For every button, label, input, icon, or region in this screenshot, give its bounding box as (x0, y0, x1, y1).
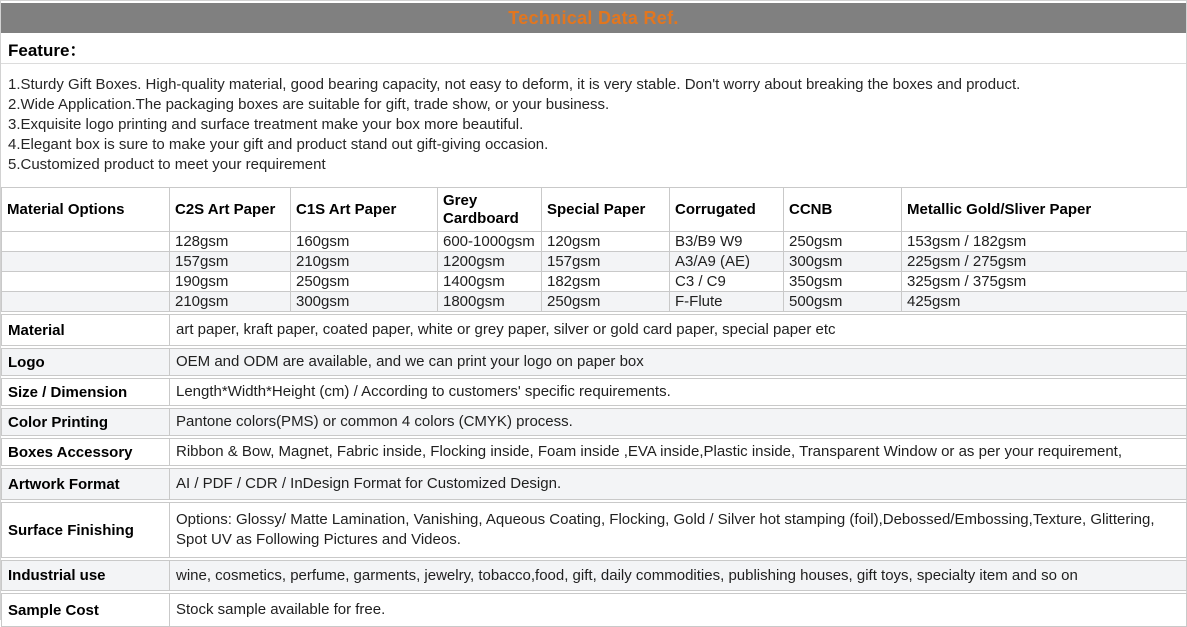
spec-label: Size / Dimension (2, 379, 170, 405)
spec-label: Material (2, 315, 170, 345)
materials-row (2, 272, 1187, 292)
spec-row-material (1, 314, 1187, 346)
materials-cell: 210gsm (170, 292, 291, 312)
spec-label: Sample Cost (2, 594, 170, 626)
materials-cell: 300gsm (291, 292, 438, 312)
spec-rows (1, 314, 1187, 627)
materials-cell: B3/B9 W9 (670, 232, 784, 252)
materials-cell: 153gsm / 182gsm (902, 232, 1187, 252)
materials-cell: 250gsm (291, 272, 438, 292)
materials-header-cell: Metallic Gold/Sliver Paper (902, 188, 1187, 232)
feature-item: 2.Wide Application.The packaging boxes are suitable for gift, trade show, or your business. (8, 95, 1178, 115)
materials-cell: 120gsm (542, 232, 670, 252)
materials-header-cell: CCNB (784, 188, 902, 232)
feature-item: 4.Elegant box is sure to make your gift and product stand out gift-giving occasion. (8, 135, 1178, 155)
materials-cell: 128gsm (170, 232, 291, 252)
spec-label: Boxes Accessory (2, 439, 170, 465)
materials-cell: 190gsm (170, 272, 291, 292)
feature-heading: Feature： (1, 33, 1186, 64)
spec-value: Length*Width*Height (cm) / According to customers' specific requirements. (170, 379, 1186, 405)
spec-row-surface-finishing (1, 502, 1187, 558)
materials-cell: 1400gsm (438, 272, 542, 292)
spec-value: OEM and ODM are available, and we can print your logo on paper box (170, 349, 1186, 375)
materials-row (2, 292, 1187, 312)
materials-cell: 325gsm / 375gsm (902, 272, 1187, 292)
materials-cell: 350gsm (784, 272, 902, 292)
materials-header-cell: C1S Art Paper (291, 188, 438, 232)
materials-header-cell: Corrugated (670, 188, 784, 232)
materials-cell: 425gsm (902, 292, 1187, 312)
title-bar (1, 3, 1186, 33)
spec-row-industrial-use (1, 560, 1187, 591)
materials-cell: 250gsm (784, 232, 902, 252)
materials-table (1, 187, 1187, 312)
spec-value: Stock sample available for free. (170, 594, 1186, 626)
materials-header-cell: Special Paper (542, 188, 670, 232)
materials-cell: 1800gsm (438, 292, 542, 312)
materials-cell: C3 / C9 (670, 272, 784, 292)
spec-value: Ribbon & Bow, Magnet, Fabric inside, Flocking inside, Foam inside ,EVA inside,Plastic inside, Transparent Window or as per your requirement, (170, 439, 1186, 465)
spec-row-sample-cost (1, 593, 1187, 627)
spec-label: Color Printing (2, 409, 170, 435)
spec-row-logo (1, 348, 1187, 376)
materials-cell: 182gsm (542, 272, 670, 292)
spec-value: Pantone colors(PMS) or common 4 colors (CMYK) process. (170, 409, 1186, 435)
materials-header-cell: Grey Cardboard (438, 188, 542, 232)
materials-cell: 157gsm (542, 252, 670, 272)
feature-item: 3.Exquisite logo printing and surface treatment make your box more beautiful. (8, 115, 1178, 135)
feature-list (1, 64, 1186, 187)
spec-label: Industrial use (2, 561, 170, 590)
materials-cell: 157gsm (170, 252, 291, 272)
materials-header-cell: C2S Art Paper (170, 188, 291, 232)
spec-row-color-printing (1, 408, 1187, 436)
materials-row (2, 252, 1187, 272)
materials-cell: 160gsm (291, 232, 438, 252)
materials-row (2, 232, 1187, 252)
materials-cell: 1200gsm (438, 252, 542, 272)
materials-cell: 210gsm (291, 252, 438, 272)
materials-cell: 600-1000gsm (438, 232, 542, 252)
materials-header-row (2, 188, 1187, 232)
feature-item: 5.Customized product to meet your requirement (8, 155, 1178, 175)
materials-cell (2, 252, 170, 272)
materials-cell: 225gsm / 275gsm (902, 252, 1187, 272)
materials-cell (2, 232, 170, 252)
materials-header-cell: Material Options (2, 188, 170, 232)
materials-cell (2, 272, 170, 292)
feature-item: 1.Sturdy Gift Boxes. High-quality material, good bearing capacity, not easy to deform, it is very stable. Don't worry about breaking the boxes and product. (8, 75, 1178, 95)
spec-value: AI / PDF / CDR / InDesign Format for Customized Design. (170, 469, 1186, 499)
materials-cell: 500gsm (784, 292, 902, 312)
spec-label: Artwork Format (2, 469, 170, 499)
spec-label: Surface Finishing (2, 503, 170, 557)
spec-value: wine, cosmetics, perfume, garments, jewelry, tobacco,food, gift, daily commodities, publishing houses, gift toys, specialty item and so on (170, 561, 1186, 590)
spec-value: Options: Glossy/ Matte Lamination, Vanishing, Aqueous Coating, Flocking, Gold / Silver hot stamping (foil),Debossed/Embossing,Texture, Glittering, Spot UV as Following Pictures and Videos. (170, 503, 1186, 557)
spec-row-artwork-format (1, 468, 1187, 500)
materials-cell: 250gsm (542, 292, 670, 312)
materials-cell: A3/A9 (AE) (670, 252, 784, 272)
materials-cell: F-Flute (670, 292, 784, 312)
page-title: Technical Data Ref. (508, 8, 678, 29)
spec-value: art paper, kraft paper, coated paper, white or grey paper, silver or gold card paper, special paper etc (170, 315, 1186, 345)
materials-cell: 300gsm (784, 252, 902, 272)
spec-row-boxes-accessory (1, 438, 1187, 466)
spec-row-size-dimension (1, 378, 1187, 406)
spec-label: Logo (2, 349, 170, 375)
materials-cell (2, 292, 170, 312)
